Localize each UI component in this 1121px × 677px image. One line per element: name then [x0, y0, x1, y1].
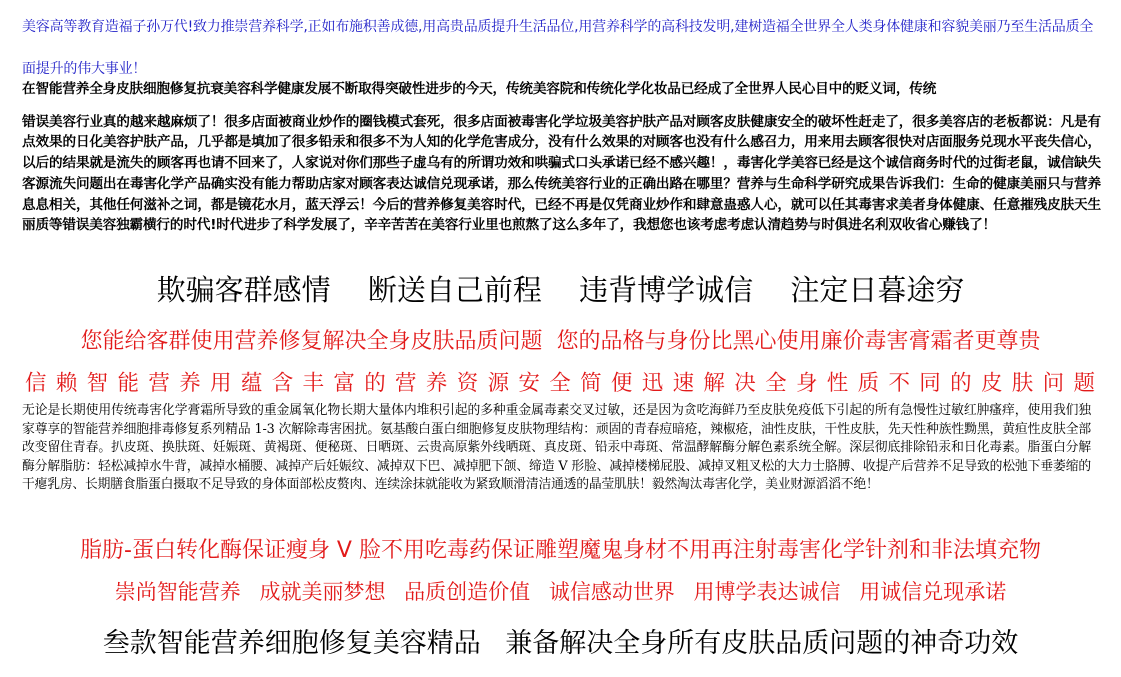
red-headline-2: 信赖智能营养用蕴含丰富的营养资源安全简便迅速解决全身性质不同的皮肤问题 [25, 371, 1096, 396]
red-slogan: 成就美丽梦想 [259, 580, 386, 604]
product-benefits-paragraph: 无论是长期使用传统毒害化学膏霜所导致的重金属氧化物长期大量体内堆积引起的多种重金属毒素交叉过敏，还是因为贪吃海鲜乃至皮肤免疫低下引起的所有急慢性过敏红肿瘙痒，使用我们独家尊享的智能营养细胞排毒修复系列精品 1-3 次解除毒害困扰。氨基酸白蛋白细胞修复皮肤物理结构：顽固的青春痘暗疮，辣椒疮，油性皮肤，干性皮肤，先天性种族性黝黑，黄疸性皮肤全部改变留住青春。扒皮斑、换肤斑、妊娠斑、黄褐斑、便秘斑、日晒斑、云贵高原紫外线晒斑、真皮斑、铅汞中毒斑、常温酵解酶分解色素系统全解。深层彻底排除铅汞和日化毒素。脂蛋白分解酶分解脂肪：轻松减掉水牛背，减掉水桶腰、减掉产后妊娠纹、减掉双下巴、减掉肥下颌、缔造 V 形脸、减掉楼梯屁股、减掉叉粗叉松的大力士胳膊、收提产后营养不足导致的松弛下垂萎缩的干瘪乳房、长期膳食脂蛋白摄取不足导致的身体面部松皮赘肉、连续涂抹就能收为紧致顺滑清洁通透的晶莹肌肤！毅然淘汰毒害化学，美业财源滔滔不绝！ [22, 403, 1091, 493]
product-banner [0, 624, 1121, 664]
red-slogan: 用诚信兑现承诺 [859, 580, 1007, 604]
product-banner-right: 兼备解决全身所有皮肤品质问题的神奇功效 [505, 628, 1019, 659]
slogan-phrase: 注定日暮途穷 [790, 273, 965, 307]
line-gap [22, 100, 1101, 112]
slogan-phrase: 断送自己前程 [367, 273, 542, 307]
product-banner-left: 叁款智能营养细胞修复美容精品 [102, 628, 481, 659]
red-headline-1: 您能给客群使用营养修复解决全身皮肤品质问题 您的品格与身份比黑心使用廉价毒害膏霜者更尊贵 [80, 329, 1041, 354]
bold-paragraph-first-line: 在智能营养全身皮肤细胞修复抗衰美容科学健康发展不断取得突破性进步的今天，传统美容院和传统化学化妆品已经成了全世界人民心目中的贬义词，传统 [22, 81, 937, 97]
red-slogan: 诚信感动世界 [548, 580, 675, 604]
red-slogan: 用博学表达诚信 [693, 580, 841, 604]
red-slogan-row [0, 576, 1121, 608]
intro-paragraph: 美容高等教育造福子孙万代!致力推崇营养科学,正如布施积善成德,用高贵品质提升生活品位,用营养科学的高科技发明,建树造福全世界全人类身体健康和容貌美丽乃至生活品质全面提升的伟大事业！ [22, 19, 1094, 77]
red-slogan: 崇尚智能营养 [114, 580, 241, 604]
slogan-phrase: 违背博学诚信 [579, 273, 754, 307]
red-slogan: 品质创造价值 [404, 580, 531, 604]
red-headline-3: 脂肪-蛋白转化酶保证瘦身 V 脸不用吃毒药保证雕塑魔鬼身材不用再注射毒害化学针剂和非法填充物 [80, 538, 1041, 563]
slogan-banner-warning [0, 270, 1121, 310]
slogan-phrase: 欺骗客群感情 [156, 273, 331, 307]
bold-paragraph-body: 错误美容行业真的越来越麻烦了！很多店面被商业炒作的圈钱模式套死，很多店面被毒害化学垃圾美容护肤产品对顾客皮肤健康安全的破坏性赶走了，很多美容店的老板都说：凡是有点效果的日化美容护肤产品，几乎都是填加了很多铅汞和很多不为人知的化学危害成分，没有什么效果的对顾客也没有什么感召力，用来用去顾客很快对店面服务兑现水平丧失信心，以后的结果就是流失的顾客再也请不回来了，人家说对你们那些子虚乌有的所谓功效和哄骗式口头承诺已经不感兴趣！，毒害化学美容已经是这个诚信商务时代的过街老鼠，诚信缺失客源流失问题出在毒害化学产品确实没有能力帮助店家对顾客表达诚信兑现承诺，那么传统美容行业的正确出路在哪里？营养与生命科学研究成果告诉我们：生命的健康美丽只与营养息息相关，其他任何滋补之词，都是镜花水月，蓝天浮云！今后的营养修复美容时代，已经不再是仅凭商业炒作和肆意蛊惑人心，就可以任其毒害求美者身体健康、任意摧残皮肤天生丽质等错误美容独霸横行的时代!时代进步了科学发展了，辛辛苦苦在美容行业里也煎熬了这么多年了，我想您也该考虑考虑认清趋势与时俱进名利双收省心赚钱了！ [22, 113, 1101, 234]
main-bold-paragraph [0, 79, 1121, 236]
